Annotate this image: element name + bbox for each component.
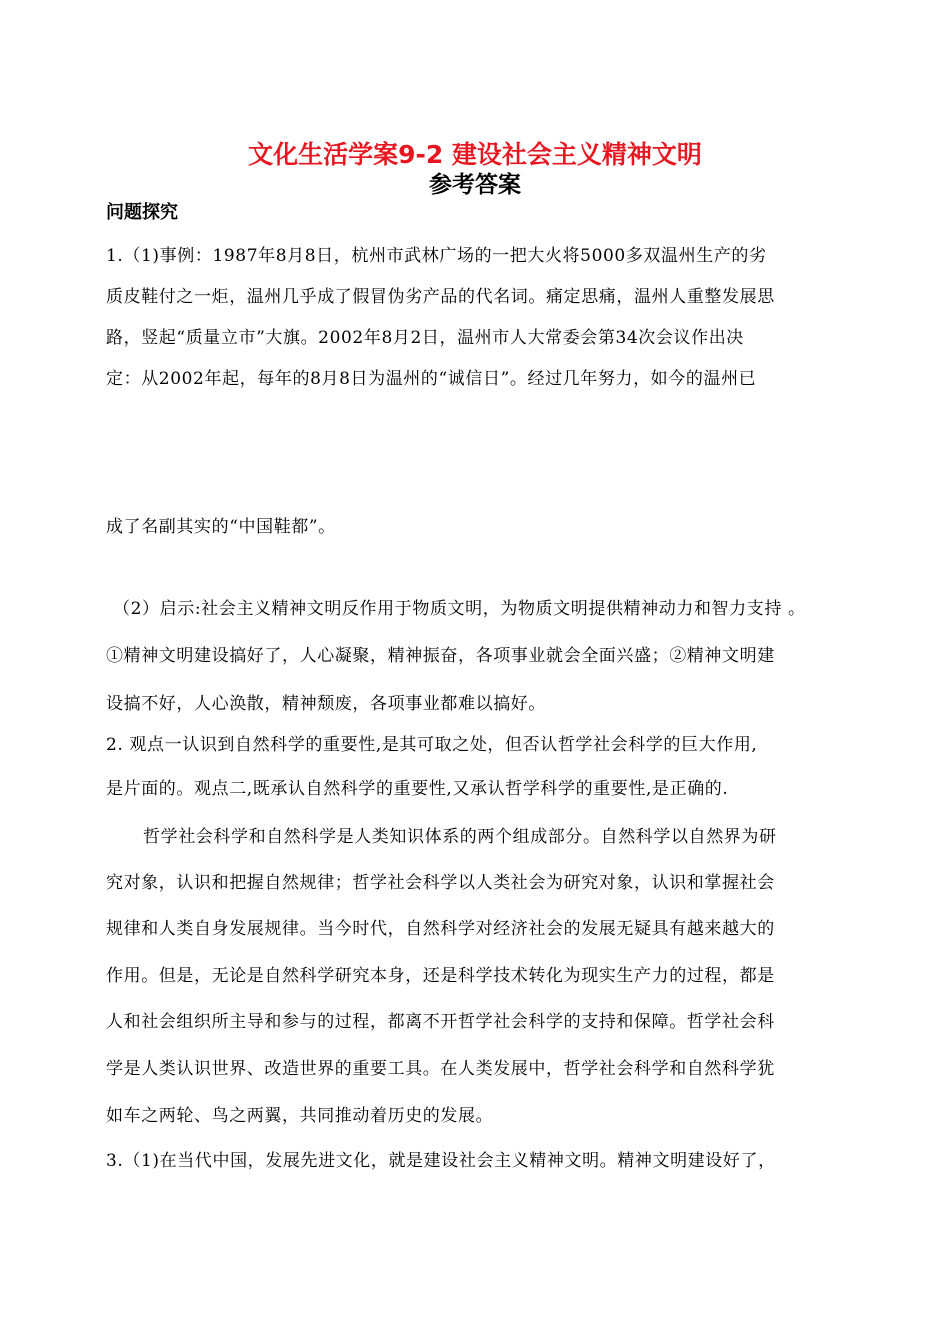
- text-line: 质皮鞋付之一炬，温州几乎成了假冒伪劣产品的代名词。痛定思痛，温州人重整发展思: [106, 287, 775, 307]
- text-line: 规律和人类自身发展规律。当今时代，自然科学对经济社会的发展无疑具有越来越大的: [106, 919, 775, 939]
- text-line: 路，竖起“质量立市”大旗。2002年8月2日，温州市人大常委会第34次会议作出决: [106, 328, 744, 348]
- text-line: 是片面的。观点二,既承认自然科学的重要性,又承认哲学科学的重要性,是正确的.: [106, 779, 729, 799]
- text-line: （2）启示:社会主义精神文明反作用于物质文明，为物质文明提供精神动力和智力支持 。: [113, 599, 806, 619]
- document-subtitle: 参考答案: [429, 172, 521, 198]
- text-line: 3.（1)在当代中国，发展先进文化，就是建设社会主义精神文明。精神文明建设好了，: [106, 1151, 776, 1171]
- text-line: 定：从2002年起，每年的8月8日为温州的“诚信日”。经过几年努力，如今的温州已: [106, 369, 757, 389]
- text-line: 哲学社会科学和自然科学是人类知识体系的两个组成部分。自然科学以自然界为研: [143, 827, 777, 847]
- text-line: 设搞不好，人心涣散，精神颓废，各项事业都难以搞好。: [106, 694, 546, 714]
- section-heading: 问题探究: [106, 202, 178, 223]
- text-line: 成了名副其实的“中国鞋都”。: [106, 517, 336, 537]
- text-line: 学是人类认识世界、改造世界的重要工具。在人类发展中，哲学社会科学和自然科学犹: [106, 1059, 775, 1079]
- document-title: 文化生活学案9-2 建设社会主义精神文明: [248, 140, 702, 169]
- text-line: 1.（1)事例：1987年8月8日，杭州市武林广场的一把大火将5000多双温州生产的劣: [106, 246, 767, 266]
- text-line: 作用。但是，无论是自然科学研究本身，还是科学技术转化为现实生产力的过程，都是: [106, 966, 775, 986]
- text-line: 人和社会组织所主导和参与的过程，都离不开哲学社会科学的支持和保障。哲学社会科: [106, 1012, 775, 1032]
- text-line: 2. 观点一认识到自然科学的重要性,是其可取之处，但否认哲学社会科学的巨大作用,: [106, 735, 758, 755]
- text-line: 究对象，认识和把握自然规律；哲学社会科学以人类社会为研究对象，认识和掌握社会: [106, 873, 775, 893]
- text-line: 如车之两轮、鸟之两翼，共同推动着历史的发展。: [106, 1106, 494, 1126]
- text-line: ①精神文明建设搞好了，人心凝聚，精神振奋，各项事业就会全面兴盛；②精神文明建: [106, 646, 775, 666]
